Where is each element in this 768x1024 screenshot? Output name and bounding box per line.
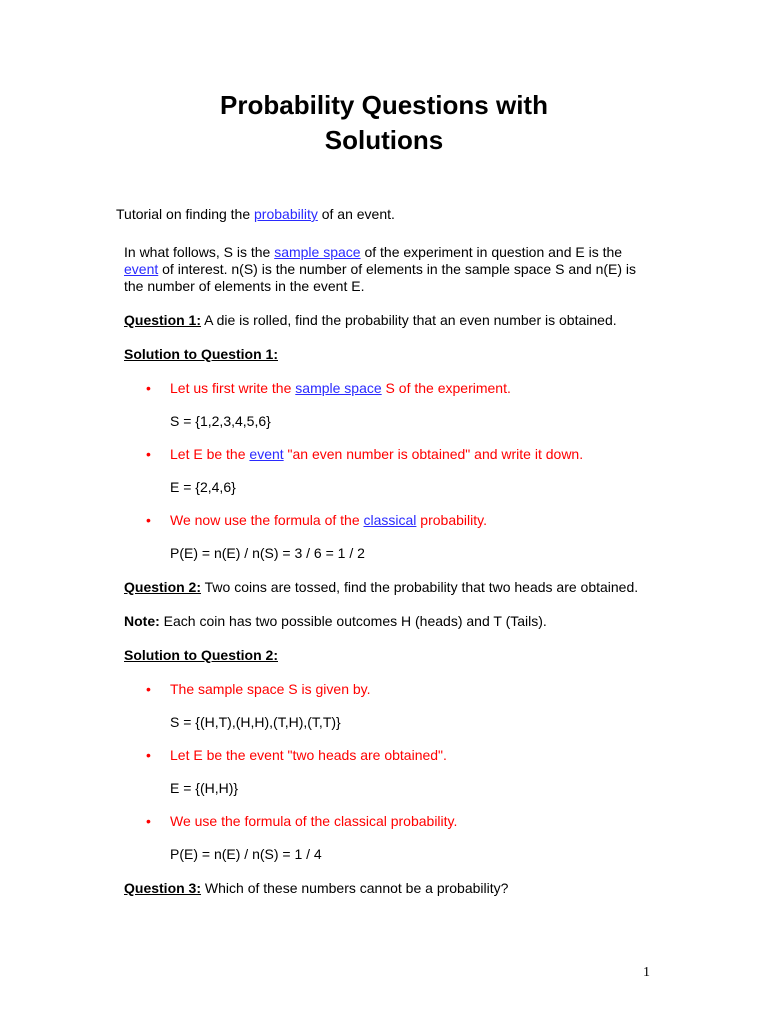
- question-1-label: Question 1:: [124, 312, 202, 328]
- solution-2-formula-1: S = {(H,T),(H,H),(T,H),(T,T)}: [170, 714, 341, 730]
- page-title: [0, 88, 768, 158]
- note: [124, 613, 654, 630]
- sample-space-link[interactable]: sample space: [274, 244, 361, 260]
- solution-2-step-3: [124, 813, 654, 830]
- solution-1-formula-3: P(E) = n(E) / n(S) = 3 / 6 = 1 / 2: [170, 545, 365, 561]
- event-link[interactable]: event: [124, 261, 159, 277]
- question-1-text: A die is rolled, find the probability that an even number is obtained.: [201, 312, 617, 328]
- solution-1-formula-2: E = {2,4,6}: [170, 479, 236, 495]
- definitions-text-3: of interest. n(S) is the number of elements in the sample space S and n(E) is the number of elements in the event E.: [124, 261, 637, 294]
- step-text: S of the experiment.: [381, 380, 511, 396]
- solution-1-label: Solution to Question 1:: [124, 346, 278, 362]
- solution-2-label: Solution to Question 2:: [124, 647, 278, 663]
- solution-1-step-1: [124, 380, 654, 397]
- question-1: [124, 312, 654, 329]
- solution-1-formula-1: S = {1,2,3,4,5,6}: [170, 413, 271, 429]
- note-label: Note:: [124, 613, 160, 629]
- step-text: probability.: [416, 512, 487, 528]
- question-2: [124, 579, 654, 596]
- step-text: We use the formula of the classical probability.: [170, 813, 458, 829]
- main-content: [124, 244, 654, 897]
- step-text: The sample space S is given by.: [170, 681, 371, 697]
- definitions-text-2: of the experiment in question and E is the: [360, 244, 623, 260]
- solution-1-step-2: [124, 446, 654, 463]
- classical-link[interactable]: classical: [363, 512, 417, 528]
- sample-space-link-2[interactable]: sample space: [295, 380, 382, 396]
- page-number: 1: [643, 965, 650, 980]
- title-line-2: Solutions: [324, 125, 444, 155]
- solution-2-step-2: [124, 747, 654, 764]
- step-text: "an even number is obtained" and write it down.: [283, 446, 584, 462]
- bullet-dot: •: [146, 512, 151, 528]
- intro-paragraph: [116, 205, 395, 223]
- solution-2-formula-3: P(E) = n(E) / n(S) = 1 / 4: [170, 846, 322, 862]
- solution-1-step-3: [124, 512, 654, 529]
- step-text: We now use the formula of the: [170, 512, 364, 528]
- event-link-2[interactable]: event: [249, 446, 284, 462]
- intro-text-before: Tutorial on finding the: [116, 206, 255, 222]
- intro-text-after: of an event.: [317, 206, 395, 222]
- question-2-text: Two coins are tossed, find the probability that two heads are obtained.: [201, 579, 639, 595]
- question-3: [124, 880, 654, 897]
- question-3-text: Which of these numbers cannot be a probability?: [201, 880, 509, 896]
- bullet-dot: •: [146, 747, 151, 763]
- note-text: Each coin has two possible outcomes H (heads) and T (Tails).: [159, 613, 547, 629]
- step-text: Let us first write the: [170, 380, 296, 396]
- probability-link[interactable]: probability: [254, 206, 318, 222]
- step-text: Let E be the event "two heads are obtained".: [170, 747, 447, 763]
- question-3-label: Question 3:: [124, 880, 202, 896]
- solution-2-formula-2: E = {(H,H)}: [170, 780, 239, 796]
- bullet-dot: •: [146, 446, 151, 462]
- bullet-dot: •: [146, 380, 151, 396]
- question-2-label: Question 2:: [124, 579, 202, 595]
- bullet-dot: •: [146, 813, 151, 829]
- step-text: Let E be the: [170, 446, 250, 462]
- title-line-1: Probability Questions with: [220, 90, 548, 120]
- definitions-paragraph: [124, 244, 654, 295]
- definitions-text-1: In what follows, S is the: [124, 244, 275, 260]
- bullet-dot: •: [146, 681, 151, 697]
- solution-2-step-1: [124, 681, 654, 698]
